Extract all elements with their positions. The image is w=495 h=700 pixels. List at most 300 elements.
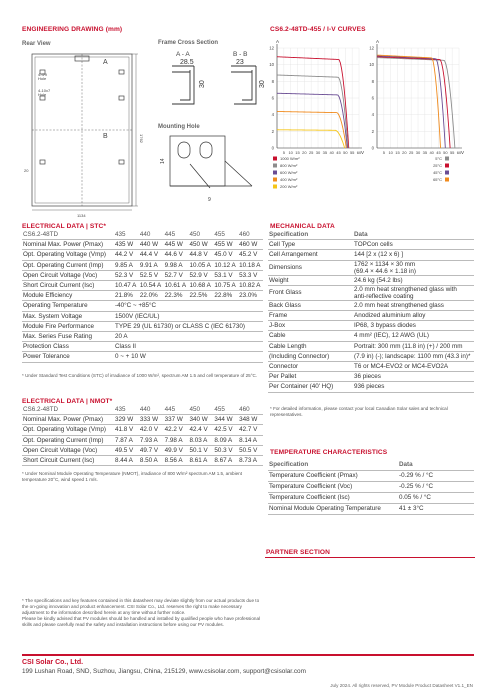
frame-section-bb — [231, 66, 256, 104]
nmot-header-row — [22, 405, 263, 415]
temp-table-wrap — [268, 459, 474, 515]
dim-slot-holes: 4-10x7 — [38, 88, 51, 93]
mech-row-label: Cell Arrangement — [268, 250, 353, 260]
stc-value: 44.6 V — [164, 250, 189, 260]
legend-label: 5°C — [435, 156, 442, 161]
mech-row — [268, 321, 474, 331]
nmot-value: 42.4 V — [188, 425, 213, 435]
stc-span-row — [22, 301, 263, 311]
rear-view-label: Rear View — [22, 41, 51, 47]
stc-value: 9.98 A — [164, 260, 189, 270]
stc-value: 44.4 V — [139, 250, 164, 260]
stc-value: 20 A — [114, 332, 263, 342]
temp-row — [268, 493, 474, 504]
nmot-row — [22, 415, 263, 425]
y-tick-label: 8 — [271, 78, 274, 84]
nmot-table — [22, 405, 263, 466]
mech-value: 2.0 mm heat strengthened glass — [353, 300, 474, 310]
mech-value-line: 2.0 mm heat strengthened glass with — [354, 285, 457, 293]
stc-footnote: * Under Standard Test Conditions (STC) of irradiance of 1000 W/m², spectrum AM 1.5 and cell temperature of 25°C. — [22, 373, 258, 378]
nmot-header-cell: 435 — [114, 405, 139, 415]
stc-span-row — [22, 311, 263, 321]
x-tick-label: 15 — [295, 150, 300, 155]
legend-label: 25°C — [433, 163, 442, 168]
y-tick-label: 6 — [371, 95, 374, 101]
nmot-value: 344 W — [213, 415, 238, 425]
stc-row-label: Max. System Voltage — [22, 311, 114, 321]
nmot-value: 42.2 V — [164, 425, 189, 435]
nmot-value: 333 W — [139, 415, 164, 425]
x-tick-label: 15 — [395, 150, 400, 155]
nmot-row-label: Opt. Operating Current (Imp) — [22, 435, 114, 445]
legend-swatch — [273, 171, 277, 175]
stc-value: 22.5% — [188, 291, 213, 301]
x-tick-label: 55 — [449, 150, 455, 155]
mech-value: 36 pieces — [353, 372, 474, 382]
stc-value: -40°C ~ +85°C — [114, 301, 263, 311]
temp-header-row — [268, 459, 474, 471]
nmot-value: 8.61 A — [188, 456, 213, 466]
section-a-letter: A — [103, 59, 108, 66]
nmot-value: 50.1 V — [188, 445, 213, 455]
y-tick-label: 2 — [371, 128, 374, 134]
temp-row — [268, 504, 474, 515]
nmot-value: 7.87 A — [114, 435, 139, 445]
iv-curve-series — [277, 130, 345, 148]
frame-cross-section-label: Frame Cross Section — [158, 40, 219, 46]
disclaimer-paragraph-1: * The specifications and key features contained in this datasheet may deviate slightly from our actual products due to the on-going innovation and product enhancement. CSI Solar Co., Ltd. reserves the right to make necessary adjustment to the information described herein at any time without further notice. — [22, 598, 260, 615]
dim-20: 20 — [24, 168, 29, 173]
nmot-row — [22, 425, 263, 435]
nmot-value: 50.3 V — [213, 445, 238, 455]
stc-value: 52.9 V — [188, 270, 213, 280]
mech-value: TOPCon cells — [353, 240, 474, 250]
stc-span-row — [22, 321, 263, 331]
nmot-value: 49.5 V — [114, 445, 139, 455]
stc-row — [22, 291, 263, 301]
disclaimer-text — [22, 598, 262, 628]
temp-value: -0.25 % / °C — [398, 482, 474, 493]
footer-address[interactable]: 199 Lushan Road, SND, Suzhou, Jiangsu, China, 215129, www.csisolar.com, support@csisolar.com — [22, 668, 306, 675]
nmot-value: 8.14 A — [238, 435, 263, 445]
stc-row-label: Opt. Operating Voltage (Vmp) — [22, 250, 114, 260]
stc-value: 10.05 A — [188, 260, 213, 270]
x-tick-label: 45 — [436, 150, 441, 155]
mech-row — [268, 362, 474, 372]
mech-row — [268, 382, 474, 392]
stc-header-cell: 460 — [238, 230, 263, 240]
footer-divider — [22, 654, 474, 656]
nmot-table-wrap — [22, 405, 263, 466]
mech-value: 24.6 kg (54.2 lbs) — [353, 275, 474, 285]
mech-value-line: (69.4 × 44.6 × 1.18 in) — [354, 267, 416, 275]
mech-row-label: Cable Length — [268, 341, 353, 351]
stc-span-row — [22, 332, 263, 342]
y-tick-label: 4 — [371, 112, 374, 118]
iv-curve-series — [277, 93, 347, 148]
stc-value: 445 W — [164, 240, 189, 250]
temp-row-label: Temperature Coefficient (Isc) — [268, 493, 398, 504]
mounting-hole-detail — [170, 136, 252, 188]
x-tick-label: 55 — [349, 150, 355, 155]
x-tick-label: 5 — [282, 150, 285, 155]
temp-row-label: Nominal Module Operating Temperature — [268, 504, 398, 515]
stc-value: 440 W — [139, 240, 164, 250]
stc-row-label: Nominal Max. Power (Pmax) — [22, 240, 114, 250]
y-tick-label: 2 — [271, 128, 274, 134]
stc-value: 53.1 V — [213, 270, 238, 280]
x-tick-label: 25 — [408, 150, 414, 155]
mech-row — [268, 351, 474, 361]
mech-row-label: Front Glass — [268, 285, 353, 300]
nmot-value: 42.5 V — [213, 425, 238, 435]
mech-row-label: Per Pallet — [268, 372, 353, 382]
legend-label: 65°C — [433, 177, 442, 182]
temperature-heading: TEMPERATURE CHARACTERISTICS — [270, 449, 388, 456]
x-tick-label: 40 — [429, 150, 434, 155]
mech-row — [268, 285, 474, 300]
y-axis-label: A — [276, 39, 280, 44]
stc-span-row — [22, 342, 263, 352]
partner-section-box — [265, 557, 475, 647]
nmot-value: 8.50 A — [139, 456, 164, 466]
mech-value: 936 pieces — [353, 382, 474, 392]
mech-footnote: * For detailed information, please contact your local Canadian Solar sales and technical representatives. — [270, 406, 448, 417]
stc-value: Class II — [114, 342, 263, 352]
nmot-header-cell: 455 — [213, 405, 238, 415]
stc-value: 9.91 A — [139, 260, 164, 270]
stc-value: 435 W — [114, 240, 139, 250]
stc-row-label: Module Fire Performance — [22, 321, 114, 331]
partner-heading: PARTNER SECTION — [266, 549, 331, 556]
stc-value: 22.8% — [213, 291, 238, 301]
stc-value: 0 ~ + 10 W — [114, 352, 263, 362]
mech-header-data: Data — [353, 230, 474, 240]
nmot-footnote: * Under Nominal Module Operating Temperature (NMOT), irradiance of 800 W/m² spectrum AM 1.5, ambient temperature 20°C, wind speed 1 m/s. — [22, 471, 242, 482]
mech-table — [268, 230, 474, 393]
dim-width: 1134 — [77, 213, 86, 218]
stc-value: 10.61 A — [164, 281, 189, 291]
engineering-drawing — [20, 36, 265, 226]
stc-value: 450 W — [188, 240, 213, 250]
nmot-value: 329 W — [114, 415, 139, 425]
stc-header-cell: 455 — [213, 230, 238, 240]
stc-row-label: Power Tolerance — [22, 352, 114, 362]
temp-header-spec: Specification — [268, 459, 398, 471]
x-tick-label: 35 — [422, 150, 428, 155]
nmot-value: 7.93 A — [139, 435, 164, 445]
y-tick-label: 0 — [371, 145, 374, 151]
stc-header-cell: 450 — [188, 230, 213, 240]
mech-row — [268, 260, 474, 275]
x-tick-label: 50 — [343, 150, 348, 155]
mech-row — [268, 311, 474, 321]
nmot-row — [22, 456, 263, 466]
electrical-nmot-heading: ELECTRICAL DATA | NMOT* — [22, 398, 113, 405]
x-tick-label: 35 — [322, 150, 328, 155]
nmot-value: 348 W — [238, 415, 263, 425]
mech-row-label: Cable — [268, 331, 353, 341]
x-tick-label: 25 — [308, 150, 314, 155]
legend-swatch — [273, 164, 277, 168]
y-tick-label: 8 — [371, 78, 374, 84]
stc-value: 460 W — [238, 240, 263, 250]
x-tick-label: 50 — [443, 150, 448, 155]
nmot-header-cell: 445 — [164, 405, 189, 415]
mech-value-line: anti-reflective coating — [354, 292, 414, 300]
nmot-row-label: Short Circuit Current (Isc) — [22, 456, 114, 466]
stc-value: 44.8 V — [188, 250, 213, 260]
legend-swatch — [445, 164, 449, 168]
mech-header-row — [268, 230, 474, 240]
y-tick-label: 4 — [271, 112, 274, 118]
mech-row — [268, 341, 474, 351]
y-tick-label: 10 — [369, 62, 374, 68]
iv-curve-series — [277, 57, 349, 148]
hole-label-b: Hole — [38, 92, 47, 97]
mech-value: 4 mm² (IEC), 12 AWG (UL) — [353, 331, 474, 341]
stc-header-cell: 445 — [164, 230, 189, 240]
mech-row-label: Weight — [268, 275, 353, 285]
legend-label: 800 W/m² — [280, 163, 298, 168]
mech-table-wrap — [268, 230, 474, 393]
stc-value: 45.2 V — [238, 250, 263, 260]
mech-row — [268, 275, 474, 285]
iv-curves-heading: CS6.2-48TD-455 / I-V CURVES — [270, 26, 366, 33]
disclaimer-paragraph-2: Please be kindly advised that PV modules should be handled and installed by qualified people who have professional skills and please carefully read the safety and installation instructions before using our PV modules. — [22, 616, 261, 627]
x-axis-label: V — [461, 150, 465, 155]
mech-value: T6 or MC4-EVO2 or MC4-EVO2A — [353, 362, 474, 372]
section-bb-label: B - B — [233, 51, 248, 58]
y-tick-label: 0 — [271, 145, 274, 151]
stc-value: 1500V (IEC/UL) — [114, 311, 263, 321]
mech-value-line: 1762 × 1134 × 30 mm — [354, 260, 416, 268]
stc-row — [22, 260, 263, 270]
legend-swatch — [445, 157, 449, 161]
stc-value: TYPE 29 (UL 61730) or CLASS C (IEC 61730) — [114, 321, 263, 331]
stc-span-row — [22, 352, 263, 362]
mech-row-label: Connector — [268, 362, 353, 372]
temp-table — [268, 459, 474, 515]
nmot-value: 7.98 A — [164, 435, 189, 445]
legend-swatch — [273, 178, 277, 182]
y-tick-label: 10 — [269, 62, 274, 68]
x-tick-label: 60 — [356, 150, 362, 155]
nmot-value: 8.56 A — [164, 456, 189, 466]
stc-row — [22, 281, 263, 291]
stc-row-label: Opt. Operating Current (Imp) — [22, 260, 114, 270]
hole-label-a: Hole — [38, 76, 47, 81]
nmot-header-cell: 440 — [139, 405, 164, 415]
stc-value: 10.12 A — [213, 260, 238, 270]
x-tick-label: 30 — [315, 150, 321, 155]
dim-9: 9 — [208, 197, 211, 203]
temp-row-label: Temperature Coefficient (Voc) — [268, 482, 398, 493]
stc-row — [22, 250, 263, 260]
frame-section-aa — [172, 66, 194, 104]
x-tick-label: 20 — [302, 150, 307, 155]
nmot-row-label: Opt. Operating Voltage (Vmp) — [22, 425, 114, 435]
mech-row-label: J-Box — [268, 321, 353, 331]
stc-value: 10.18 A — [238, 260, 263, 270]
mech-row — [268, 240, 474, 250]
stc-value: 455 W — [213, 240, 238, 250]
x-tick-label: 40 — [329, 150, 334, 155]
temp-value: -0.29 % / °C — [398, 471, 474, 482]
x-tick-label: 20 — [402, 150, 407, 155]
footer-company: CSI Solar Co., Ltd. — [22, 659, 84, 666]
mech-row — [268, 300, 474, 310]
nmot-value: 49.9 V — [164, 445, 189, 455]
stc-value: 10.47 A — [114, 281, 139, 291]
mech-row-label: Frame — [268, 311, 353, 321]
legend-swatch — [273, 157, 277, 161]
x-tick-label: 60 — [456, 150, 462, 155]
nmot-row — [22, 445, 263, 455]
iv-curve-series — [377, 55, 441, 148]
y-tick-label: 12 — [269, 45, 274, 51]
x-tick-label: 30 — [415, 150, 421, 155]
mech-value: (7.9 in) (-); landscape: 1100 mm (43.3 in)* — [353, 351, 474, 361]
mech-row-label: Back Glass — [268, 300, 353, 310]
dim-30-a: 30 — [199, 80, 206, 88]
dim-length: 1762 — [139, 134, 144, 143]
dim-23: 23 — [236, 59, 244, 66]
stc-header-row — [22, 230, 263, 240]
nmot-row-label: Open Circuit Voltage (Voc) — [22, 445, 114, 455]
nmot-value: 42.0 V — [139, 425, 164, 435]
nmot-value: 340 W — [188, 415, 213, 425]
nmot-value: 8.44 A — [114, 456, 139, 466]
dim-30-b: 30 — [259, 80, 266, 88]
stc-value: 52.5 V — [139, 270, 164, 280]
nmot-value: 50.5 V — [238, 445, 263, 455]
stc-value: 52.3 V — [114, 270, 139, 280]
nmot-value: 41.8 V — [114, 425, 139, 435]
x-tick-label: 10 — [288, 150, 293, 155]
x-tick-label: 10 — [388, 150, 393, 155]
mech-value — [353, 260, 474, 275]
stc-value: 10.68 A — [188, 281, 213, 291]
electrical-stc-heading: ELECTRICAL DATA | STC* — [22, 223, 107, 230]
stc-value: 10.75 A — [213, 281, 238, 291]
mech-value: 144 [2 x (12 x 6) ] — [353, 250, 474, 260]
stc-row-label: Short Circuit Current (Isc) — [22, 281, 114, 291]
temp-row — [268, 471, 474, 482]
stc-table-wrap — [22, 230, 263, 363]
stc-value: 52.7 V — [164, 270, 189, 280]
y-tick-label: 12 — [369, 45, 374, 51]
nmot-header-cell: 450 — [188, 405, 213, 415]
temp-row — [268, 482, 474, 493]
stc-header-cell: 435 — [114, 230, 139, 240]
nmot-value: 337 W — [164, 415, 189, 425]
stc-value: 23.0% — [238, 291, 263, 301]
temp-row-label: Temperature Coefficient (Pmax) — [268, 471, 398, 482]
nmot-value: 8.03 A — [188, 435, 213, 445]
stc-value: 10.54 A — [139, 281, 164, 291]
engineering-drawing-heading: ENGINEERING DRAWING (mm) — [22, 26, 123, 33]
dim-14: 14 — [160, 158, 166, 164]
legend-label: 600 W/m² — [280, 170, 298, 175]
stc-row-label: Open Circuit Voltage (Voc) — [22, 270, 114, 280]
stc-row-label: Protection Class — [22, 342, 114, 352]
section-b-letter: B — [103, 133, 108, 140]
iv-chart-irradiance — [265, 38, 365, 198]
iv-chart-temperature — [365, 38, 465, 198]
x-axis-label: V — [361, 150, 365, 155]
mech-row — [268, 331, 474, 341]
nmot-row-label: Nominal Max. Power (Pmax) — [22, 415, 114, 425]
stc-value: 9.85 A — [114, 260, 139, 270]
mech-row-label: Per Container (40' HQ) — [268, 382, 353, 392]
mech-row — [268, 250, 474, 260]
nmot-row — [22, 435, 263, 445]
stc-value: 21.8% — [114, 291, 139, 301]
mech-value: Portrait: 300 mm (11.8 in) (+) / 200 mm — [353, 341, 474, 351]
nmot-value: 8.09 A — [213, 435, 238, 445]
stc-row — [22, 240, 263, 250]
section-aa-label: A - A — [176, 51, 190, 58]
nmot-header-cell: CS6.2-48TD — [22, 405, 114, 415]
mech-value — [353, 285, 474, 300]
stc-row-label: Max. Series Fuse Rating — [22, 332, 114, 342]
stc-value: 22.3% — [164, 291, 189, 301]
mech-value: IP68, 3 bypass diodes — [353, 321, 474, 331]
y-tick-label: 6 — [271, 95, 274, 101]
x-tick-label: 5 — [382, 150, 385, 155]
stc-table — [22, 230, 263, 363]
footer-rights: July 2024. All rights reserved, PV Module Product Datasheet V1.1_EN — [330, 683, 473, 688]
y-axis-label: A — [376, 39, 380, 44]
stc-value: 10.82 A — [238, 281, 263, 291]
temp-header-data: Data — [398, 459, 474, 471]
stc-value: 53.3 V — [238, 270, 263, 280]
mech-header-spec: Specification — [268, 230, 353, 240]
legend-label: 1000 W/m² — [280, 156, 300, 161]
mech-row — [268, 372, 474, 382]
dim-28-5: 28.5 — [180, 59, 194, 66]
legend-label: 400 W/m² — [280, 177, 298, 182]
dim-mounting-holes: 4-Φ9 — [38, 72, 47, 77]
mech-value: Anodized aluminium alloy — [353, 311, 474, 321]
stc-row-label: Operating Temperature — [22, 301, 114, 311]
legend-swatch — [273, 185, 277, 189]
temp-value: 0.05 % / °C — [398, 493, 474, 504]
stc-value: 45.0 V — [213, 250, 238, 260]
mech-row-label: Dimensions — [268, 260, 353, 275]
legend-label: 200 W/m² — [280, 184, 298, 189]
nmot-value: 42.7 V — [238, 425, 263, 435]
nmot-value: 8.73 A — [238, 456, 263, 466]
stc-row-label: Module Efficiency — [22, 291, 114, 301]
rear-view-panel — [32, 54, 138, 210]
stc-header-cell: CS6.2-48TD — [22, 230, 114, 240]
nmot-value: 49.7 V — [139, 445, 164, 455]
x-tick-label: 45 — [336, 150, 341, 155]
temp-value: 41 ± 3°C — [398, 504, 474, 515]
stc-header-cell: 440 — [139, 230, 164, 240]
legend-label: 45°C — [433, 170, 442, 175]
mounting-hole-label: Mounting Hole — [158, 124, 200, 130]
legend-swatch — [445, 178, 449, 182]
mechanical-heading: MECHANICAL DATA — [270, 223, 335, 230]
nmot-value: 8.67 A — [213, 456, 238, 466]
stc-row — [22, 270, 263, 280]
mech-row-label: Cell Type — [268, 240, 353, 250]
mech-row-label: (Including Connector) — [268, 351, 353, 361]
stc-value: 22.0% — [139, 291, 164, 301]
